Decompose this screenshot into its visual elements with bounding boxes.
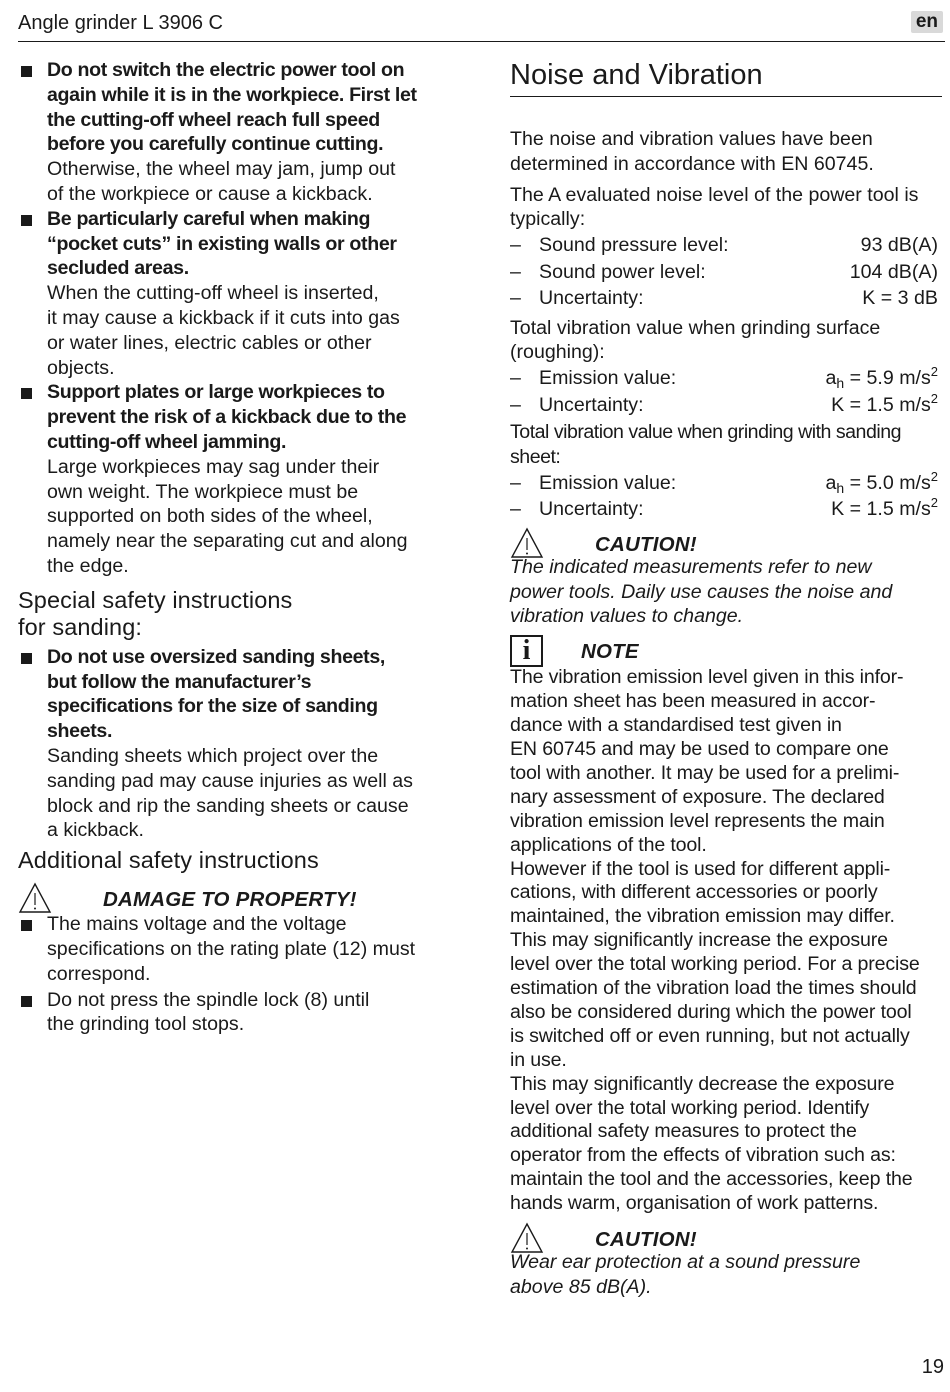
caution-ear-protection <box>510 1222 942 1256</box>
vibration-sanding-intro: Total vibration value when grinding with sanding sheet: <box>510 421 901 469</box>
bullet-sanding-sheets <box>18 645 458 843</box>
sound-pressure-row: – Sound pressure level: 93 dB(A) <box>510 234 938 257</box>
vibration-uncertainty-row: – Uncertainty: K = 1.5 $m/s^2$ <box>510 390 938 416</box>
vibration-roughing-list <box>510 365 942 418</box>
note-block <box>510 635 942 669</box>
damage-warning-title: DAMAGE TO PROPERTY! <box>103 888 357 912</box>
bullet-normal-text: Large workpieces may sag under their own weight. The workpiece must be supported on both sides of the wheel, namely near the separating cut and along the edge. <box>47 455 408 577</box>
bullet-normal-text: Sanding sheets which project over the sanding pad may cause injuries as well as block and rip the sanding sheets or cause a kickback. <box>47 744 413 842</box>
noise-intro: The A evaluated noise level of the power tool is typically: <box>510 183 919 231</box>
bullet-normal-text: The mains voltage and the voltage specifications on the rating plate (12) must correspond. <box>47 913 416 985</box>
damage-warning <box>18 882 458 916</box>
caution-measurements <box>510 527 942 561</box>
left-column <box>18 58 458 1037</box>
note-title: NOTE <box>581 640 639 664</box>
warning-triangle-icon <box>18 882 52 914</box>
document-title: Angle grinder L 3906 C <box>18 12 223 34</box>
note-text: The vibration emission level given in this infor- mation sheet has been measured in accor- dance with a standardised test given in EN 60745 and may be used to compare one tool with another. It may be used for a prelimi- nary assessment of exposure. The declared vibration emission level represents the main applications of the tool. However if the tool is used for different appli- cations, with different accessories or poorly maintained, the vibration emission may differ. This may significantly increase the exposure level over the total working period. For a precise estimation of the vibration load the times should also be considered during which the power tool is switched off or even running, but not actually in use. This may significantly decrease the exposure level over the total working period. Identify additional safety measures to protect the operator from the effects of vibration such as: maintain the tool and the accessories, keep the hands warm, organisation of work patterns. <box>510 666 920 1215</box>
caution-title: CAUTION! <box>595 1228 697 1252</box>
page-number: 19 <box>921 1356 944 1378</box>
noise-uncertainty-row: – Uncertainty: K = 3 dB <box>510 287 938 310</box>
bullet-normal-text: Otherwise, the wheel may jam, jump out of the workpiece or cause a kickback. <box>47 158 396 205</box>
noise-vibration-title: Noise and Vibration <box>510 58 942 97</box>
additional-heading: Additional safety instructions <box>18 847 319 874</box>
vibration-sanding-list <box>510 470 942 523</box>
bullet-spindle-lock <box>18 988 458 1038</box>
bullet-square-icon <box>21 215 32 226</box>
right-column <box>510 58 942 1300</box>
bullet-switch-on <box>18 58 458 207</box>
bullet-square-icon <box>21 388 32 399</box>
sanding-heading: Special safety instructions for sanding: <box>18 586 293 640</box>
bullet-square-icon <box>21 920 32 931</box>
bullet-mains-voltage <box>18 912 458 986</box>
caution-measurements-text: The indicated measurements refer to new power tools. Daily use causes the noise and vibration values to change. <box>510 555 893 628</box>
warning-triangle-icon <box>510 1222 544 1254</box>
bullet-bold-text: Be particularly careful when making “pocket cuts” in existing walls or other secluded areas. <box>47 207 397 280</box>
bullet-bold-text: Do not use oversized sanding sheets, but follow the manufacturer’s specifications for the size of sanding sheets. <box>47 645 385 743</box>
bullet-support-plates <box>18 380 458 578</box>
emission-value-row: – Emission value: $a_h = 5.9$ $m/s^2$ <box>510 364 938 392</box>
bullet-square-icon <box>21 996 32 1007</box>
caution-ear-protection-text: Wear ear protection at a sound pressure above 85 dB(A). <box>510 1251 861 1298</box>
sound-power-row: – Sound power level: 104 dB(A) <box>510 260 938 283</box>
emission-value-row: – Emission value: $a_h = 5.0$ $m/s^2$ <box>510 468 938 496</box>
bullet-square-icon <box>21 653 32 664</box>
warning-triangle-icon <box>510 527 544 559</box>
info-icon: i <box>510 635 543 667</box>
language-badge: en <box>911 11 943 33</box>
intro-paragraph: The noise and vibration values have been determined in accordance with EN 60745. <box>510 128 874 175</box>
vibration-uncertainty-row: – Uncertainty: K = 1.5 $m/s^2$ <box>510 495 938 521</box>
bullet-pocket-cuts <box>18 207 458 381</box>
bullet-normal-text: Do not press the spindle lock (8) until the grinding tool stops. <box>47 988 370 1036</box>
bullet-bold-text: Support plates or large workpieces to prevent the risk of a kickback due to the cutting-off wheel jamming. <box>47 381 407 453</box>
caution-title: CAUTION! <box>595 532 697 556</box>
noise-values-list <box>510 232 942 312</box>
vibration-roughing-intro: Total vibration value when grinding surface (roughing): <box>510 316 881 364</box>
bullet-square-icon <box>21 66 32 77</box>
bullet-bold-text: Do not switch the electric power tool on again while it is in the workpiece. First let the cutting-off wheel reach full speed before you carefully continue cutting. <box>47 59 417 156</box>
page-header <box>18 8 945 42</box>
bullet-normal-text: When the cutting-off wheel is inserted, it may cause a kickback if it cuts into gas or water lines, electric cables or other objects. <box>47 282 400 379</box>
